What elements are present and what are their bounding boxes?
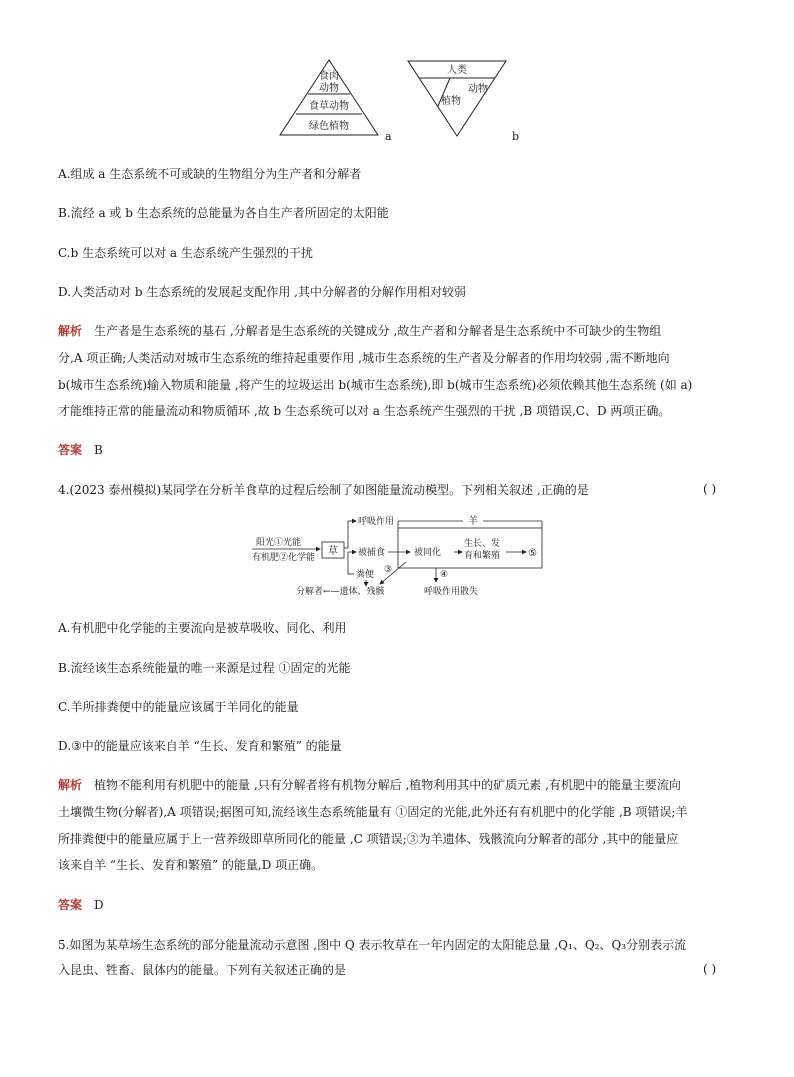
pyramid-a-label: a — [385, 130, 392, 143]
q5-stem-line-1: 5.如图为某草场生态系统的部分能量流动示意图 ,图中 Q 表示牧草在一年内固定的太阳能总量 ,Q₁、Q₂、Q₃分别表示流 — [58, 938, 687, 952]
diagram-assim: 被同化 — [414, 548, 442, 558]
analysis-text: 生产者是生态系统的基石 ,分解者是生态系统的关键成分 ,故生产者和分解者是生态系统中不可缺少的生物组 — [94, 324, 662, 338]
diagram-fert-label: 有机肥②化学能 — [252, 553, 316, 563]
analysis-text: 植物不能利用有机肥中的能量 ,只有分解者将有机物分解后 ,植物利用其中的矿质元素 ,有机肥中的能量主要流向 — [94, 778, 681, 792]
q4-answer-paren: ( ) — [703, 482, 717, 496]
diagram-four: ④ — [440, 570, 449, 580]
q4-analysis-line-2: 土壤微生物(分解者),A 项错误;据图可知,流经该生态系统能量有 ①固定的光能,此外还有有机肥中的化学能 ,B 项错误;羊 — [58, 805, 688, 819]
q4-answer — [58, 897, 104, 913]
diagram-resp: 呼吸作用 — [358, 517, 395, 527]
q3-analysis-line-1 — [58, 323, 661, 339]
q4-analysis-line-1 — [58, 777, 681, 793]
pyramid-a-level-2: 食草动物 — [309, 101, 349, 112]
diagram-five: ⑤ — [528, 548, 537, 559]
q4-analysis-line-4: 该来自羊 “生长、发育和繁殖” 的能量,D 项正确。 — [58, 858, 324, 872]
q3-option-a: A.组成 a 生态系统不可或缺的生物组分为生产者和分解者 — [58, 167, 362, 181]
diagram-feces: 粪便 — [356, 570, 375, 580]
q3-analysis-line-3: b(城市生态系统)输入物质和能量 ,将产生的垃圾运出 b(城市生态系统),即 b(城市生态系统)必须依赖其他生态系统 (如 a) — [58, 378, 693, 392]
q4-option-c: C.羊所排粪便中的能量应该属于羊同化的能量 — [58, 700, 299, 714]
diagram-growth-1: 生长、发 — [464, 539, 501, 549]
diagram-eaten: 被捕食 — [358, 548, 386, 558]
q4-stem: 4.(2023 泰州模拟)某同学在分析羊食草的过程后绘制了如图能量流动模型。下列相关叙述 ,正确的是 — [58, 483, 589, 497]
q4-option-b: B.流经该生态系统能量的唯一来源是过程 ①固定的光能 — [58, 661, 351, 675]
q3-option-b: B.流经 a 或 b 生态系统的总能量为各自生产者所固定的太阳能 — [58, 206, 389, 220]
q5-stem-line-2: 入昆虫、牲畜、鼠体内的能量。下列有关叙述正确的是 — [58, 963, 347, 977]
q4-analysis-line-3: 所排粪便中的能量应属于上一营养级即草所同化的能量 ,C 项错误;③为羊遗体、残骸流向分解者的部分 ,其中的能量应 — [58, 832, 679, 846]
q3-analysis-line-4: 才能维持正常的能量流动和物质循环 ,故 b 生态系统可以对 a 生态系统产生强烈的干扰 ,B 项错误,C、D 两项正确。 — [58, 404, 671, 418]
diagram-three: ③ — [384, 565, 393, 575]
q3-option-d: D.人类活动对 b 生态系统的发展起支配作用 ,其中分解者的分解作用相对较弱 — [58, 285, 466, 299]
pyramid-b-level-2: 动物 — [468, 84, 488, 95]
answer-label: 答案 — [58, 898, 83, 912]
diagram-growth-2: 育和繁殖 — [464, 551, 501, 561]
q3-option-c: C.b 生态系统可以对 a 生态系统产生强烈的干扰 — [58, 246, 313, 260]
analysis-label: 解析 — [58, 324, 83, 338]
diagram-grass: 草 — [328, 546, 338, 557]
analysis-label: 解析 — [58, 778, 83, 792]
pyramid-b-level-3: 植物 — [441, 96, 461, 107]
diagram-sun-label: 阳光①光能 — [256, 538, 302, 548]
q3-analysis-line-2: 分,A 项正确;人类活动对城市生态系统的维持起重要作用 ,城市生态系统的生产者及分解者的作用均较弱 ,需不断地向 — [58, 351, 670, 365]
answer-value: D — [94, 898, 104, 912]
q4-option-d: D.③中的能量应该来自羊 “生长、发育和繁殖” 的能量 — [58, 739, 342, 753]
diagram-remains: 分解者←—遗体、残骸 — [296, 587, 385, 597]
q4-option-a: A.有机肥中化学能的主要流向是被草吸收、同化、利用 — [58, 621, 347, 635]
pyramid-b-label: b — [512, 130, 520, 143]
answer-value: B — [94, 443, 103, 457]
pyramid-a-level-1b: 动物 — [319, 83, 339, 94]
pyramid-figure — [270, 56, 530, 146]
q3-answer — [58, 442, 103, 458]
pyramid-b-level-1: 人类 — [447, 65, 467, 76]
diagram-heat: 呼吸作用散失 — [424, 587, 479, 597]
diagram-sheep: 羊 — [468, 516, 478, 527]
q5-answer-paren: ( ) — [703, 962, 717, 976]
energy-flow-diagram — [248, 512, 554, 600]
pyramid-a-level-3: 绿色植物 — [309, 121, 349, 132]
answer-label: 答案 — [58, 443, 83, 457]
pyramid-a-level-1: 食肉 — [319, 71, 339, 82]
